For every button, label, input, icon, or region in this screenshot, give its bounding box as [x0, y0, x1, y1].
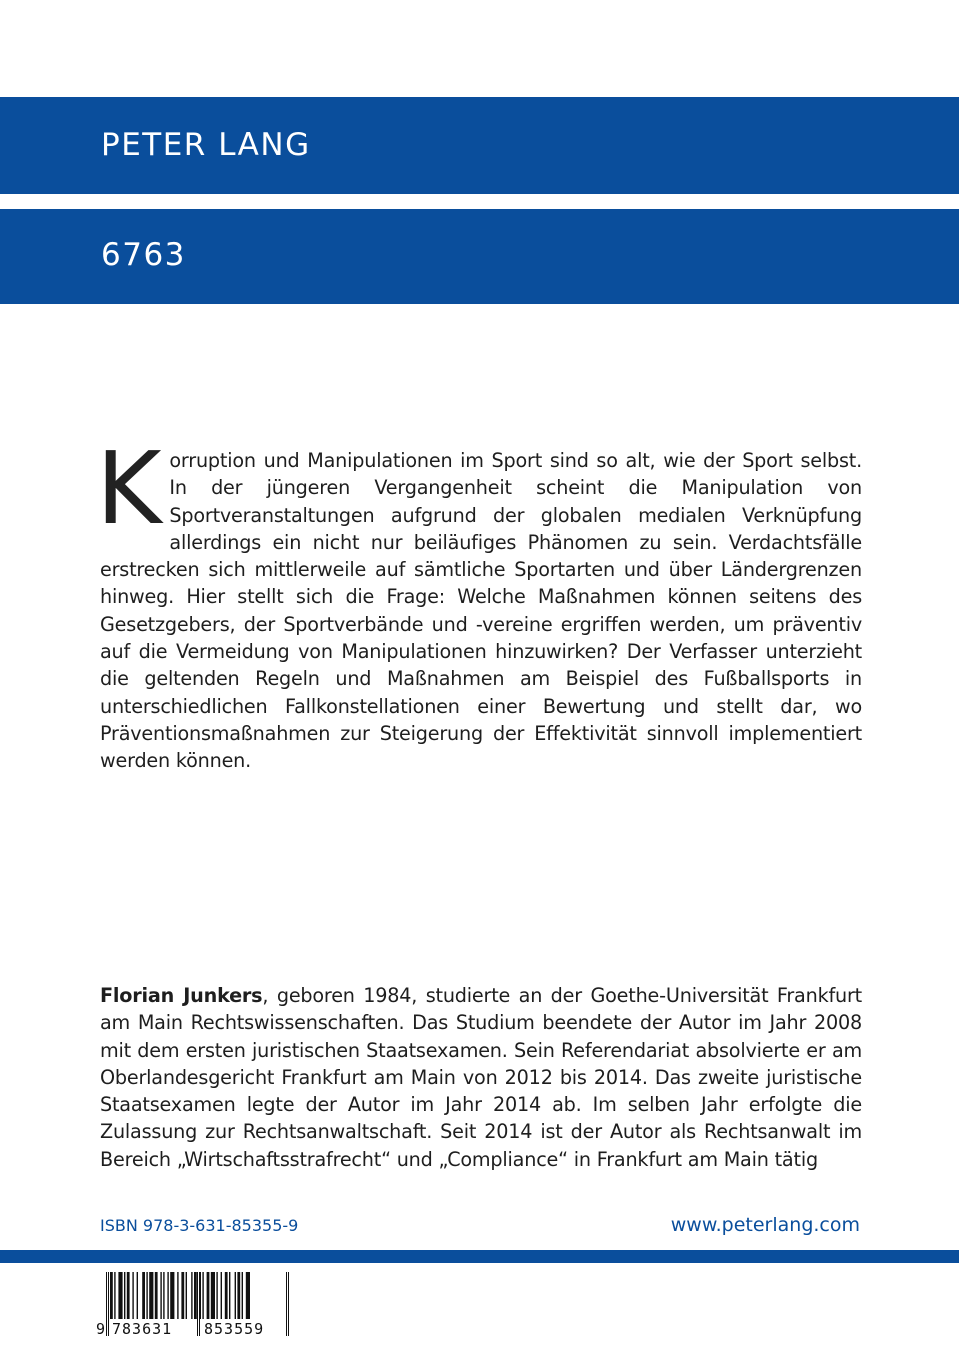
- isbn-label: ISBN 978-3-631-85355-9: [100, 1216, 299, 1235]
- dropcap-letter: K: [96, 430, 162, 547]
- publisher-name: PETER LANG: [101, 127, 311, 163]
- barcode-digits: [96, 1320, 294, 1342]
- series-number: 6763: [101, 237, 186, 273]
- author-name: Florian Junkers: [100, 984, 263, 1007]
- barcode-right-group: 853559: [204, 1320, 265, 1338]
- website-link[interactable]: www.peterlang.com: [670, 1214, 860, 1236]
- series-band: [0, 209, 959, 304]
- publisher-band: [0, 97, 959, 194]
- blurb-text: orruption und Manipulationen im Sport sind so alt, wie der Sport selbst. In der jüngeren Vergangenheit scheint die Manipulation von Sportveranstaltungen aufgrund der globalen medialen Verknüpfung allerdings ein nicht nur beiläufiges Phänomen zu sein. Verdachtsfälle erstrecken sich mittlerweile auf sämtliche Sportarten und über Ländergrenzen hinweg. Hier stellt sich die Frage: Welche Maßnahmen können seitens des Gesetzgebers, der Sportverbände und -vereine ergriffen werden, um präventiv auf die Vermeidung von Manipulationen hinzuwirken? Der Verfasser unterzieht die geltenden Regeln und Maßnahmen am Beispiel des Fußballsports in unterschiedlichen Fallkonstellationen einer Bewertung und stellt dar, wo Präventionsmaßnahmen zur Steigerung der Effektivität sinnvoll implementiert werden können.: [100, 449, 862, 773]
- author-bio: [100, 982, 862, 1173]
- barcode-left-group: 783631: [112, 1320, 173, 1338]
- book-blurb: [96, 430, 862, 775]
- barcode-first-digit: 9: [96, 1320, 106, 1338]
- bottom-stripe: [0, 1250, 959, 1263]
- author-bio-text: , geboren 1984, studierte an der Goethe-Universität Frankfurt am Main Rechtswissenschaften. Das Studium beendete der Autor im Jahr 2008 mit dem ersten juristischen Staatsexamen. Sein Referendariat absolvierte er am Oberlandesgericht Frankfurt am Main von 2012 bis 2014. Das zweite juristische Staatsexamen legte der Autor im Jahr 2014 ab. Im selben Jahr erfolgte die Zulassung zur Rechtsanwaltschaft. Seit 2014 ist der Autor als Rechtsanwalt im Bereich „Wirtschaftsstrafrecht“ und „Compliance“ in Frankfurt am Main tätig: [100, 984, 863, 1171]
